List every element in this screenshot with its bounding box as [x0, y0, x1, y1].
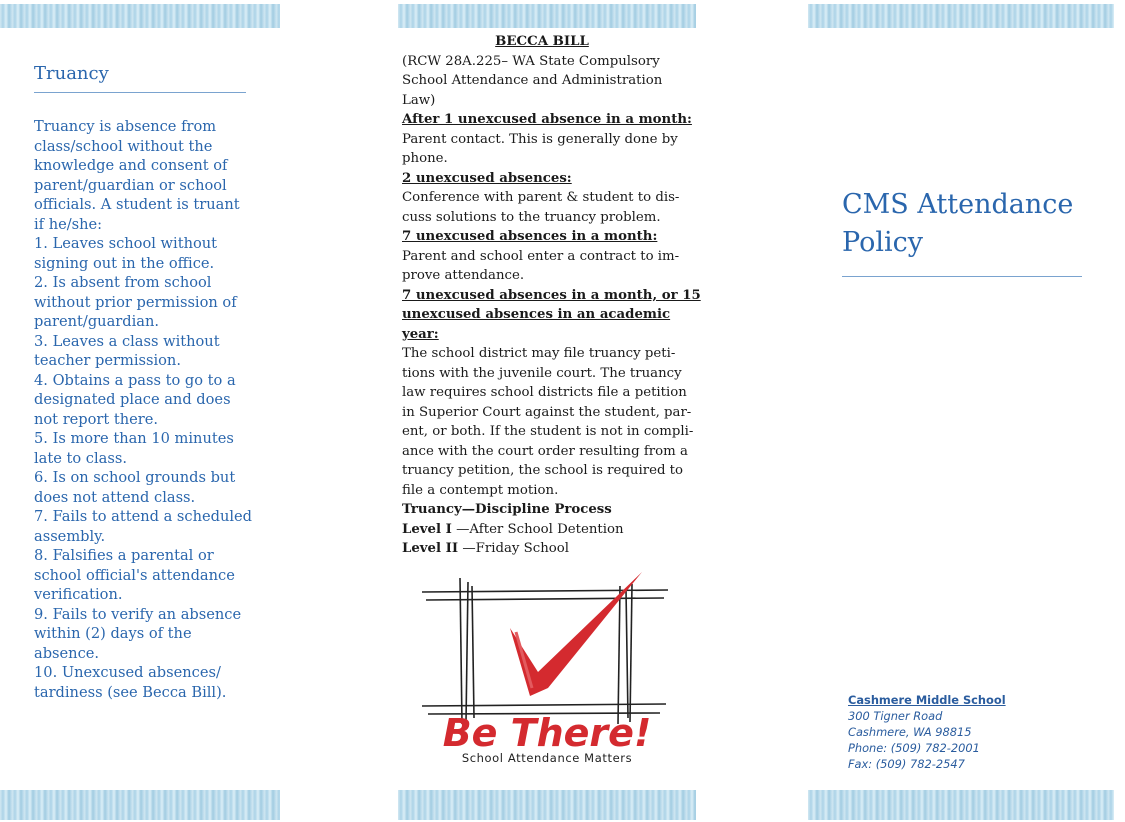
truancy-body-line: 4. Obtains a pass to go to a: [34, 371, 236, 389]
step1-text: [402, 130, 692, 169]
step4-line: ance with the court order resulting from a: [402, 443, 688, 459]
level1-text: —After School Detention: [451, 521, 624, 537]
step3-heading: 7 unexcused absences in a month:: [402, 229, 658, 244]
truancy-body-line: 1. Leaves school without: [34, 235, 218, 252]
truancy-body-line: not report there.: [34, 410, 159, 428]
truancy-body-line: assembly.: [34, 527, 106, 545]
step4-heading: [402, 286, 701, 345]
step1-heading: After 1 unexcused absence in a month:: [402, 112, 692, 127]
step4-line: truancy petition, the school is required to: [402, 463, 684, 478]
truancy-body-line: school official's attendance: [34, 566, 235, 584]
truancy-body-line: late to class.: [34, 449, 127, 467]
step1-line: Parent contact. This is generally done by: [402, 131, 678, 147]
phone-number: Phone: (509) 782-2001: [848, 741, 980, 755]
discipline-level1: [402, 520, 692, 540]
school-name: Cashmere Middle School: [848, 693, 1006, 707]
title-line-2: Policy: [842, 227, 923, 258]
truancy-body-line: 10. Unexcused absences/: [34, 664, 221, 681]
truancy-panel: [34, 60, 264, 702]
heading-divider: [34, 92, 246, 93]
intro-line: Law): [402, 92, 436, 108]
step4-text: [402, 344, 692, 500]
step3-line: prove attendance.: [402, 268, 525, 283]
step4-line: law requires school districts file a petition: [402, 385, 687, 400]
step4-line: in Superior Court against the student, par-: [402, 404, 692, 420]
decorative-band-bottom-right: [808, 790, 1114, 820]
fax-number: Fax: (509) 782-2547: [848, 757, 965, 771]
step2-line: cuss solutions to the truancy problem.: [402, 209, 661, 225]
step2-line: Conference with parent & student to dis-: [402, 190, 680, 205]
truancy-body-line: knowledge and consent of: [34, 157, 228, 174]
truancy-body-line: parent/guardian.: [34, 313, 160, 330]
truancy-definition: [34, 117, 264, 702]
truancy-body-line: within (2) days of the: [34, 625, 192, 642]
truancy-body-line: verification.: [34, 586, 123, 603]
step4head-line: unexcused absences in an academic: [402, 307, 671, 322]
school-contact-block: [848, 692, 1006, 772]
step4-line: tions with the juvenile court. The truancy: [402, 365, 682, 381]
step2-text: [402, 188, 692, 227]
decorative-band-bottom-middle: [398, 790, 696, 820]
decorative-band-top-left: [0, 4, 280, 28]
be-there-logo: [420, 568, 674, 768]
intro-line: School Attendance and Administration: [402, 73, 663, 88]
title-divider: [842, 276, 1082, 277]
truancy-body-line: designated place and does: [34, 391, 231, 408]
truancy-heading: Truancy: [34, 63, 109, 84]
sketch-frame: [422, 578, 668, 724]
truancy-body-line: 8. Falsifies a parental or: [34, 547, 214, 564]
logo-main-text: Be There!: [442, 711, 652, 755]
truancy-body-line: officials. A student is truant: [34, 196, 240, 213]
truancy-body-line: 2. Is absent from school: [34, 274, 212, 291]
level2-label: Level II: [402, 541, 459, 556]
step4-line: The school district may file truancy peti-: [402, 346, 676, 361]
step4-line: file a contempt motion.: [402, 482, 559, 498]
becca-bill-title: BECCA BILL: [495, 34, 589, 49]
truancy-body-line: parent/guardian or school: [34, 176, 227, 194]
step4head-line: 7 unexcused absences in a month, or 15: [402, 287, 701, 303]
truancy-body-line: teacher permission.: [34, 352, 181, 369]
step1-line: phone.: [402, 151, 448, 166]
truancy-body-line: without prior permission of: [34, 293, 237, 311]
decorative-band-bottom-left: [0, 790, 280, 820]
step3-text: [402, 247, 692, 286]
intro-line: (RCW 28A.225– WA State Compulsory: [402, 53, 660, 69]
step4-line: ent, or both. If the student is not in compli-: [402, 424, 694, 439]
truancy-body-line: 7. Fails to attend a scheduled: [34, 508, 253, 525]
truancy-body-line: does not attend class.: [34, 488, 196, 506]
truancy-body-line: absence.: [34, 644, 100, 662]
truancy-body-line: tardiness (see Becca Bill).: [34, 683, 227, 701]
becca-bill-intro: [402, 52, 692, 111]
truancy-body-line: Truancy is absence from: [34, 118, 217, 135]
truancy-body-line: 5. Is more than 10 minutes: [34, 430, 234, 447]
decorative-band-top-right: [808, 4, 1114, 28]
truancy-body-line: 6. Is on school grounds but: [34, 469, 236, 486]
address-line-1: 300 Tigner Road: [848, 709, 943, 723]
brochure-title: [842, 186, 1073, 262]
discipline-title: Truancy—Discipline Process: [402, 502, 612, 517]
truancy-body-line: 3. Leaves a class without: [34, 332, 220, 350]
step4head-line: year:: [402, 326, 439, 342]
discipline-level2: [402, 539, 692, 559]
truancy-body-line: if he/she:: [34, 215, 103, 233]
truancy-body-line: 9. Fails to verify an absence: [34, 605, 242, 623]
logo-sub-text: School Attendance Matters: [461, 751, 633, 765]
decorative-band-top-middle: [398, 4, 696, 28]
becca-bill-panel: [402, 32, 701, 559]
title-line-1: CMS Attendance: [842, 189, 1074, 220]
truancy-body-line: signing out in the office.: [34, 254, 215, 272]
step3-line: Parent and school enter a contract to im-: [402, 248, 680, 264]
step2-heading: 2 unexcused absences:: [402, 170, 572, 186]
level2-text: —Friday School: [458, 541, 570, 556]
address-line-2: Cashmere, WA 98815: [848, 725, 972, 739]
truancy-body-line: class/school without the: [34, 137, 213, 155]
level1-label: Level I: [402, 521, 452, 537]
